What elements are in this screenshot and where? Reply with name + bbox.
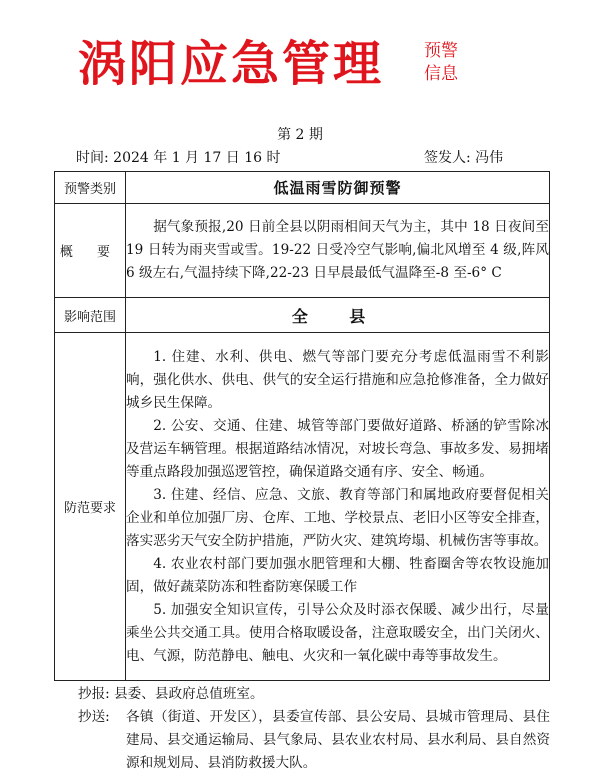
row-scope [55, 298, 550, 333]
warning-type-label: 预警类别 [55, 172, 126, 204]
masthead-tag [418, 40, 464, 86]
masthead-tag-line1: 预警 [424, 41, 458, 61]
measure-item: 5. 加强安全知识宣传，引导公众及时添衣保暖、减少出行，尽量乘坐公共交通工具。使用合格取暖设备，注意取暖安全，出门关闭火、电、气源，防范静电、触电、火灾和一氧化碳中毒等事故发生。 [126, 601, 549, 664]
measure-item: 2. 公安、交通、住建、城管等部门要做好道路、桥涵的铲雪除冰及营运车辆管理。根据道路结冰情况，对坡长弯急、事故多发、易拥堵等重点路段加强巡逻管控，确保道路交通有序、安全、畅通。 [126, 417, 549, 480]
copy-to-label: 抄送: [78, 709, 110, 725]
summary-text: 据气象预报,20 日前全县以阴雨相间天气为主，其中 18 日夜间至 19 日转为雨夹雪或雪。19-22 日受冷空气影响,偏北风增至 4 级,阵风 6 级左右,气温持续下降,22-23 日早晨最低气温降至-8 至-6° C [126, 219, 549, 281]
scope-value: 全 县 [126, 298, 550, 333]
warning-table [54, 171, 550, 681]
measures-cell [126, 333, 550, 681]
masthead-title: 涡阳应急管理 [78, 36, 385, 92]
summary-cell [126, 204, 550, 298]
measure-item: 3. 住建、经信、应急、文旅、教育等部门和属地政府要督促相关企业和单位加强厂房、仓库、工地、学校景点、老旧小区等安全排查，落实恶劣天气安全防护措施，严防火灾、建筑垮塌、机械伤害等事故。 [126, 486, 549, 549]
masthead-tag-line2: 信息 [424, 64, 458, 84]
report-to: 抄报: 县委、县政府总值班室。 [78, 686, 264, 702]
issue-number: 第 2 期 [277, 127, 323, 143]
measure-item: 4. 农业农村部门要加强水肥管理和大棚、牲畜圈舍等农牧设施加固，做好蔬菜防冻和牲畜防寒保暖工作 [126, 555, 549, 595]
summary-label: 概 要 [55, 204, 126, 298]
scope-label: 影响范围 [55, 298, 126, 333]
row-measures [55, 333, 550, 681]
row-warning-type [55, 172, 550, 204]
issue-time: 时间: 2024 年 1 月 17 日 16 时 [76, 150, 281, 166]
copy-to [78, 706, 550, 775]
copy-to-text: 各镇（街道、开发区），县委宣传部、县公安局、县城市管理局、县住建局、县交通运输局、县气象局、县农业农村局、县水利局、县自然资源和规划局、县消防救援大队。 [126, 709, 550, 771]
row-summary [55, 204, 550, 298]
measure-item: 1. 住建、水利、供电、燃气等部门要充分考虑低温雨雪不利影响，强化供水、供电、供气的安全运行措施和应急抢修准备，全力做好城乡民生保障。 [126, 348, 549, 411]
issue-signer: 签发人: 冯伟 [424, 150, 504, 166]
measures-label: 防范要求 [55, 333, 126, 681]
warning-type-value: 低温雨雪防御预警 [126, 172, 550, 204]
